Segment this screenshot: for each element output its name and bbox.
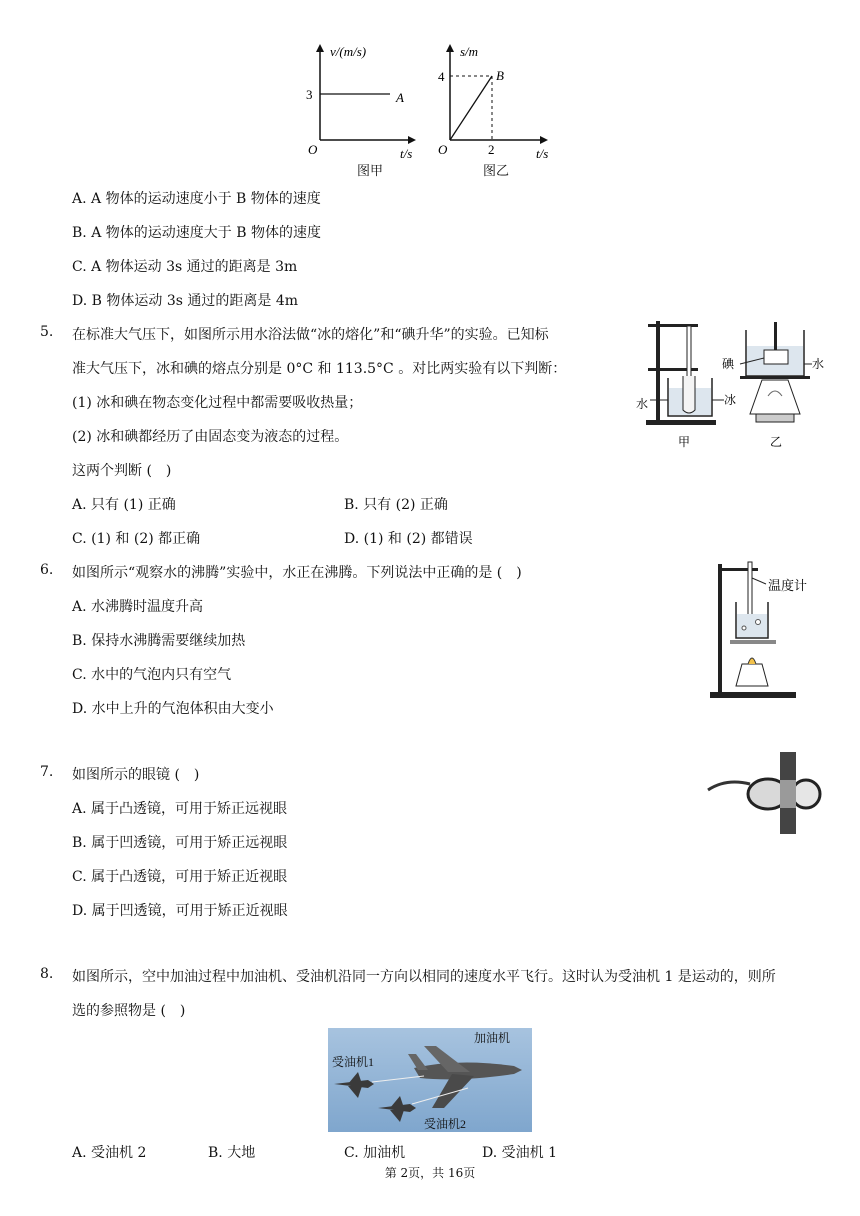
q8-stem-line1: 如图所示，空中加油过程中加油机、受油机沿同一方向以相同的速度水平飞行。这时认为受油机 1 是运动的，则所 <box>72 969 776 985</box>
page-footer: 第 2页，共 16页 <box>384 1166 476 1180</box>
q6-figure-boiling-apparatus <box>700 556 828 706</box>
q4-option-d[interactable]: D. B 物体运动 3s 通过的距离是 4m <box>72 293 299 309</box>
q7-option-c[interactable]: C. 属于凸透镜，可用于矫正近视眼 <box>72 869 288 885</box>
q4-option-c[interactable]: C. A 物体运动 3s 通过的距离是 3m <box>72 259 298 275</box>
q8-option-d[interactable]: D. 受油机 1 <box>482 1145 557 1161</box>
graph-right-caption: 图乙 <box>483 164 510 179</box>
q7-number: 7. <box>40 764 54 780</box>
q6-option-b[interactable]: B. 保持水沸腾需要继续加热 <box>72 633 246 649</box>
q6-option-d[interactable]: D. 水中上升的气泡体积由大变小 <box>72 701 274 717</box>
graph-left-x-axis-label: t/s <box>400 146 413 161</box>
q6-figure-thermometer-label: 温度计 <box>768 578 808 593</box>
q5-figure-caption-jia: 甲 <box>678 435 691 449</box>
q5-figure-ice-label: 冰 <box>724 393 737 407</box>
q5-option-b[interactable]: B. 只有 (2) 正确 <box>344 497 448 513</box>
q4-option-b[interactable]: B. A 物体的运动速度大于 B 物体的速度 <box>72 225 321 241</box>
graph-left-caption: 图甲 <box>357 164 384 179</box>
q8-option-a[interactable]: A. 受油机 2 <box>72 1145 147 1161</box>
graph-right-point-label: B <box>496 68 504 83</box>
q7-stem: 如图所示的眼镜 ( ) <box>72 767 200 783</box>
graph-right-y-axis-label: s/m <box>460 44 479 59</box>
graph-left-origin: O <box>308 142 318 157</box>
q5-option-d[interactable]: D. (1) 和 (2) 都错误 <box>344 531 473 547</box>
q5-figure-apparatus <box>636 316 826 456</box>
q5-statement-1: (1) 冰和碘在物态变化过程中都需要吸收热量； <box>72 395 363 411</box>
q5-figure-water-label-jia: 水 <box>636 397 649 411</box>
graph-left-line-label: A <box>396 90 404 105</box>
graph-right-distance-time <box>430 40 560 180</box>
graph-left-velocity-time <box>300 40 420 180</box>
q8-figure-aerial-refueling <box>328 1028 532 1132</box>
q5-stem-line1: 在标准大气压下，如图所示用水浴法做“冰的熔化”和“碘升华”的实验。已知标 <box>72 327 549 343</box>
q7-option-d[interactable]: D. 属于凹透镜，可用于矫正近视眼 <box>72 903 288 919</box>
graph-left-y-axis-label: v/(m/s) <box>330 44 367 59</box>
q6-stem: 如图所示“观察水的沸腾”实验中，水正在沸腾。下列说法中正确的是 ( ) <box>72 565 522 581</box>
q8-number: 8. <box>40 966 54 982</box>
q8-figure-receiver2-label: 受油机2 <box>424 1117 467 1131</box>
q5-figure-water-label-yi: 水 <box>812 357 825 371</box>
q5-figure-iodine-label: 碘 <box>722 357 735 371</box>
q6-option-a[interactable]: A. 水沸腾时温度升高 <box>72 599 204 615</box>
q5-prompt: 这两个判断 ( ) <box>72 463 172 479</box>
q8-stem-line2: 选的参照物是 ( ) <box>72 1003 186 1019</box>
q4-option-a[interactable]: A. A 物体的运动速度小于 B 物体的速度 <box>72 191 321 207</box>
graph-right-x-axis-label: t/s <box>536 146 549 161</box>
q5-figure-caption-yi: 乙 <box>770 435 783 449</box>
q8-figure-receiver1-label: 受油机1 <box>332 1055 375 1069</box>
q7-figure-glasses <box>706 752 822 834</box>
q5-number: 5. <box>40 324 54 340</box>
q5-option-c[interactable]: C. (1) 和 (2) 都正确 <box>72 531 201 547</box>
graph-right-y-value: 4 <box>438 69 445 84</box>
q5-stem-line2: 准大气压下，冰和碘的熔点分别是 0°C 和 113.5°C 。对比两实验有以下判断： <box>72 361 567 377</box>
q6-option-c[interactable]: C. 水中的气泡内只有空气 <box>72 667 232 683</box>
graph-right-x-value: 2 <box>488 142 495 157</box>
q5-option-a[interactable]: A. 只有 (1) 正确 <box>72 497 176 513</box>
q8-option-b[interactable]: B. 大地 <box>208 1145 256 1161</box>
graph-left-value-label: 3 <box>306 87 313 102</box>
q8-figure-tanker-label: 加油机 <box>474 1031 511 1045</box>
q6-number: 6. <box>40 562 54 578</box>
q8-option-c[interactable]: C. 加油机 <box>344 1145 406 1161</box>
q7-option-b[interactable]: B. 属于凹透镜，可用于矫正远视眼 <box>72 835 288 851</box>
q5-statement-2: (2) 冰和碘都经历了由固态变为液态的过程。 <box>72 429 349 445</box>
graph-right-origin: O <box>438 142 448 157</box>
q7-option-a[interactable]: A. 属于凸透镜，可用于矫正远视眼 <box>72 801 288 817</box>
